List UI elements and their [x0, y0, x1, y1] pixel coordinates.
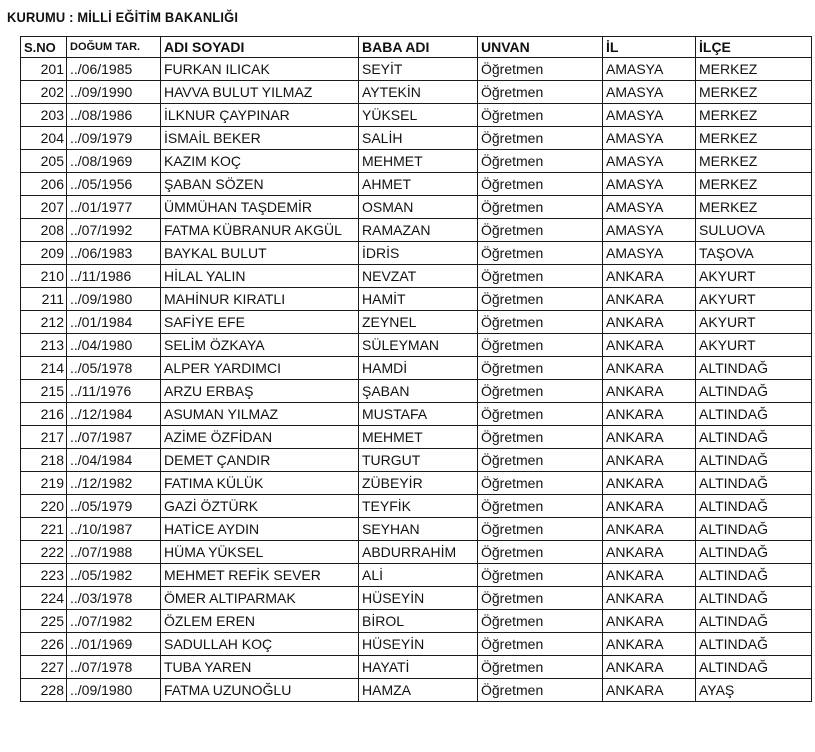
- table-row: [21, 449, 812, 472]
- cell-district: MERKEZ: [696, 173, 812, 196]
- cell-full-name: TUBA YAREN: [161, 656, 359, 679]
- cell-birth-date: ../11/1986: [67, 265, 161, 288]
- column-header-sno: S.NO: [21, 37, 67, 58]
- cell-district: ALTINDAĞ: [696, 472, 812, 495]
- cell-sno: 222: [21, 541, 67, 564]
- cell-birth-date: ../07/1978: [67, 656, 161, 679]
- cell-sno: 209: [21, 242, 67, 265]
- table-row: [21, 81, 812, 104]
- cell-full-name: ÜMMÜHAN TAŞDEMİR: [161, 196, 359, 219]
- table-row: [21, 58, 812, 81]
- cell-birth-date: ../07/1988: [67, 541, 161, 564]
- cell-sno: 210: [21, 265, 67, 288]
- cell-sno: 223: [21, 564, 67, 587]
- cell-province: ANKARA: [603, 610, 696, 633]
- cell-birth-date: ../09/1990: [67, 81, 161, 104]
- cell-district: MERKEZ: [696, 127, 812, 150]
- cell-sno: 220: [21, 495, 67, 518]
- column-header-birth-date: DOĞUM TAR.: [67, 37, 161, 58]
- cell-title: Öğretmen: [478, 472, 603, 495]
- cell-father-name: HAMİT: [359, 288, 478, 311]
- table-row: [21, 426, 812, 449]
- cell-title: Öğretmen: [478, 173, 603, 196]
- cell-sno: 221: [21, 518, 67, 541]
- cell-full-name: HİLAL YALIN: [161, 265, 359, 288]
- cell-birth-date: ../01/1969: [67, 633, 161, 656]
- cell-sno: 203: [21, 104, 67, 127]
- cell-district: AYAŞ: [696, 679, 812, 702]
- cell-province: ANKARA: [603, 380, 696, 403]
- cell-father-name: İDRİS: [359, 242, 478, 265]
- cell-sno: 216: [21, 403, 67, 426]
- table-row: [21, 541, 812, 564]
- cell-father-name: TURGUT: [359, 449, 478, 472]
- cell-father-name: SALİH: [359, 127, 478, 150]
- cell-district: ALTINDAĞ: [696, 633, 812, 656]
- cell-full-name: AZİME ÖZFİDAN: [161, 426, 359, 449]
- cell-father-name: ABDURRAHİM: [359, 541, 478, 564]
- table-row: [21, 127, 812, 150]
- cell-province: AMASYA: [603, 219, 696, 242]
- cell-birth-date: ../12/1982: [67, 472, 161, 495]
- cell-province: ANKARA: [603, 679, 696, 702]
- table-row: [21, 495, 812, 518]
- cell-full-name: MAHİNUR KIRATLI: [161, 288, 359, 311]
- cell-district: MERKEZ: [696, 104, 812, 127]
- cell-district: ALTINDAĞ: [696, 610, 812, 633]
- cell-province: ANKARA: [603, 288, 696, 311]
- cell-province: ANKARA: [603, 564, 696, 587]
- cell-district: AKYURT: [696, 311, 812, 334]
- cell-title: Öğretmen: [478, 334, 603, 357]
- table-row: [21, 173, 812, 196]
- cell-sno: 227: [21, 656, 67, 679]
- cell-full-name: ALPER YARDIMCI: [161, 357, 359, 380]
- cell-district: MERKEZ: [696, 150, 812, 173]
- cell-full-name: ŞABAN SÖZEN: [161, 173, 359, 196]
- table-row: [21, 633, 812, 656]
- cell-sno: 228: [21, 679, 67, 702]
- cell-title: Öğretmen: [478, 495, 603, 518]
- cell-father-name: BİROL: [359, 610, 478, 633]
- cell-sno: 204: [21, 127, 67, 150]
- cell-province: ANKARA: [603, 541, 696, 564]
- cell-district: ALTINDAĞ: [696, 518, 812, 541]
- cell-province: ANKARA: [603, 265, 696, 288]
- cell-title: Öğretmen: [478, 357, 603, 380]
- cell-province: ANKARA: [603, 357, 696, 380]
- cell-province: AMASYA: [603, 173, 696, 196]
- column-header-full-name: ADI SOYADI: [161, 37, 359, 58]
- cell-title: Öğretmen: [478, 58, 603, 81]
- cell-birth-date: ../10/1987: [67, 518, 161, 541]
- cell-father-name: HÜSEYİN: [359, 633, 478, 656]
- cell-province: AMASYA: [603, 150, 696, 173]
- table-row: [21, 380, 812, 403]
- cell-province: AMASYA: [603, 127, 696, 150]
- cell-district: MERKEZ: [696, 196, 812, 219]
- cell-father-name: OSMAN: [359, 196, 478, 219]
- cell-father-name: MEHMET: [359, 150, 478, 173]
- table-body: [21, 58, 812, 702]
- cell-title: Öğretmen: [478, 380, 603, 403]
- cell-province: ANKARA: [603, 587, 696, 610]
- cell-district: ALTINDAĞ: [696, 380, 812, 403]
- cell-title: Öğretmen: [478, 403, 603, 426]
- cell-birth-date: ../07/1982: [67, 610, 161, 633]
- table-row: [21, 679, 812, 702]
- cell-sno: 212: [21, 311, 67, 334]
- cell-district: ALTINDAĞ: [696, 426, 812, 449]
- cell-sno: 206: [21, 173, 67, 196]
- cell-sno: 211: [21, 288, 67, 311]
- cell-father-name: HÜSEYİN: [359, 587, 478, 610]
- column-header-father-name: BABA ADI: [359, 37, 478, 58]
- cell-title: Öğretmen: [478, 587, 603, 610]
- cell-birth-date: ../09/1980: [67, 679, 161, 702]
- cell-district: ALTINDAĞ: [696, 564, 812, 587]
- cell-birth-date: ../01/1984: [67, 311, 161, 334]
- cell-title: Öğretmen: [478, 288, 603, 311]
- cell-sno: 207: [21, 196, 67, 219]
- cell-title: Öğretmen: [478, 449, 603, 472]
- column-header-title: UNVAN: [478, 37, 603, 58]
- cell-birth-date: ../11/1976: [67, 380, 161, 403]
- cell-full-name: ARZU ERBAŞ: [161, 380, 359, 403]
- cell-father-name: HAMDİ: [359, 357, 478, 380]
- cell-birth-date: ../03/1978: [67, 587, 161, 610]
- cell-full-name: BAYKAL BULUT: [161, 242, 359, 265]
- table-row: [21, 288, 812, 311]
- cell-birth-date: ../09/1980: [67, 288, 161, 311]
- cell-birth-date: ../05/1978: [67, 357, 161, 380]
- table-row: [21, 104, 812, 127]
- cell-full-name: KAZIM KOÇ: [161, 150, 359, 173]
- cell-full-name: FURKAN ILICAK: [161, 58, 359, 81]
- cell-district: AKYURT: [696, 288, 812, 311]
- cell-father-name: NEVZAT: [359, 265, 478, 288]
- cell-father-name: MUSTAFA: [359, 403, 478, 426]
- cell-father-name: AHMET: [359, 173, 478, 196]
- cell-district: MERKEZ: [696, 58, 812, 81]
- table-row: [21, 311, 812, 334]
- cell-father-name: SÜLEYMAN: [359, 334, 478, 357]
- cell-father-name: HAMZA: [359, 679, 478, 702]
- cell-title: Öğretmen: [478, 127, 603, 150]
- cell-title: Öğretmen: [478, 518, 603, 541]
- cell-title: Öğretmen: [478, 242, 603, 265]
- cell-province: ANKARA: [603, 403, 696, 426]
- cell-birth-date: ../05/1979: [67, 495, 161, 518]
- cell-province: ANKARA: [603, 334, 696, 357]
- cell-father-name: SEYİT: [359, 58, 478, 81]
- cell-sno: 225: [21, 610, 67, 633]
- cell-birth-date: ../08/1986: [67, 104, 161, 127]
- table-row: [21, 518, 812, 541]
- cell-father-name: YÜKSEL: [359, 104, 478, 127]
- cell-birth-date: ../12/1984: [67, 403, 161, 426]
- cell-birth-date: ../07/1987: [67, 426, 161, 449]
- cell-title: Öğretmen: [478, 219, 603, 242]
- cell-birth-date: ../01/1977: [67, 196, 161, 219]
- cell-sno: 218: [21, 449, 67, 472]
- cell-full-name: FATMA UZUNOĞLU: [161, 679, 359, 702]
- table-row: [21, 656, 812, 679]
- cell-sno: 219: [21, 472, 67, 495]
- table-row: [21, 357, 812, 380]
- cell-full-name: İLKNUR ÇAYPINAR: [161, 104, 359, 127]
- cell-sno: 217: [21, 426, 67, 449]
- cell-father-name: ZEYNEL: [359, 311, 478, 334]
- institution-title: KURUMU : MİLLİ EĞİTİM BAKANLIĞI: [7, 9, 239, 25]
- cell-province: ANKARA: [603, 633, 696, 656]
- cell-province: ANKARA: [603, 449, 696, 472]
- cell-full-name: ÖMER ALTIPARMAK: [161, 587, 359, 610]
- cell-sno: 213: [21, 334, 67, 357]
- cell-full-name: DEMET ÇANDIR: [161, 449, 359, 472]
- table-row: [21, 196, 812, 219]
- cell-province: ANKARA: [603, 426, 696, 449]
- cell-full-name: HAVVA BULUT YILMAZ: [161, 81, 359, 104]
- cell-district: ALTINDAĞ: [696, 495, 812, 518]
- table-row: [21, 564, 812, 587]
- teacher-roster-table: [20, 36, 812, 702]
- cell-full-name: HÜMA YÜKSEL: [161, 541, 359, 564]
- cell-district: ALTINDAĞ: [696, 587, 812, 610]
- table-row: [21, 587, 812, 610]
- table-row: [21, 242, 812, 265]
- cell-title: Öğretmen: [478, 81, 603, 104]
- cell-full-name: İSMAİL BEKER: [161, 127, 359, 150]
- cell-full-name: GAZİ ÖZTÜRK: [161, 495, 359, 518]
- cell-title: Öğretmen: [478, 426, 603, 449]
- cell-sno: 226: [21, 633, 67, 656]
- cell-title: Öğretmen: [478, 610, 603, 633]
- cell-father-name: HAYATİ: [359, 656, 478, 679]
- cell-birth-date: ../05/1982: [67, 564, 161, 587]
- cell-father-name: ALİ: [359, 564, 478, 587]
- cell-title: Öğretmen: [478, 150, 603, 173]
- cell-district: ALTINDAĞ: [696, 541, 812, 564]
- cell-title: Öğretmen: [478, 679, 603, 702]
- cell-full-name: SELİM ÖZKAYA: [161, 334, 359, 357]
- cell-birth-date: ../04/1980: [67, 334, 161, 357]
- cell-district: AKYURT: [696, 265, 812, 288]
- column-header-district: İLÇE: [696, 37, 812, 58]
- cell-full-name: HATİCE AYDIN: [161, 518, 359, 541]
- cell-full-name: MEHMET REFİK SEVER: [161, 564, 359, 587]
- cell-province: ANKARA: [603, 518, 696, 541]
- cell-district: TAŞOVA: [696, 242, 812, 265]
- cell-province: AMASYA: [603, 81, 696, 104]
- cell-father-name: ZÜBEYİR: [359, 472, 478, 495]
- cell-province: ANKARA: [603, 472, 696, 495]
- cell-father-name: SEYHAN: [359, 518, 478, 541]
- cell-birth-date: ../04/1984: [67, 449, 161, 472]
- cell-district: MERKEZ: [696, 81, 812, 104]
- cell-title: Öğretmen: [478, 196, 603, 219]
- cell-province: AMASYA: [603, 196, 696, 219]
- table-row: [21, 265, 812, 288]
- cell-district: ALTINDAĞ: [696, 357, 812, 380]
- table-row: [21, 219, 812, 242]
- cell-district: ALTINDAĞ: [696, 403, 812, 426]
- cell-full-name: ÖZLEM EREN: [161, 610, 359, 633]
- cell-full-name: SADULLAH KOÇ: [161, 633, 359, 656]
- cell-province: AMASYA: [603, 58, 696, 81]
- table-row: [21, 150, 812, 173]
- cell-birth-date: ../07/1992: [67, 219, 161, 242]
- cell-birth-date: ../05/1956: [67, 173, 161, 196]
- cell-birth-date: ../08/1969: [67, 150, 161, 173]
- cell-title: Öğretmen: [478, 541, 603, 564]
- table-row: [21, 610, 812, 633]
- cell-sno: 214: [21, 357, 67, 380]
- cell-province: AMASYA: [603, 104, 696, 127]
- cell-district: ALTINDAĞ: [696, 656, 812, 679]
- cell-full-name: SAFİYE EFE: [161, 311, 359, 334]
- cell-full-name: FATIMA KÜLÜK: [161, 472, 359, 495]
- cell-full-name: ASUMAN YILMAZ: [161, 403, 359, 426]
- cell-sno: 205: [21, 150, 67, 173]
- cell-title: Öğretmen: [478, 656, 603, 679]
- cell-title: Öğretmen: [478, 104, 603, 127]
- cell-father-name: AYTEKİN: [359, 81, 478, 104]
- cell-father-name: RAMAZAN: [359, 219, 478, 242]
- cell-title: Öğretmen: [478, 265, 603, 288]
- cell-province: ANKARA: [603, 311, 696, 334]
- cell-title: Öğretmen: [478, 633, 603, 656]
- cell-father-name: ŞABAN: [359, 380, 478, 403]
- cell-sno: 202: [21, 81, 67, 104]
- table-row: [21, 334, 812, 357]
- cell-sno: 201: [21, 58, 67, 81]
- table-header-row: [21, 37, 812, 58]
- cell-father-name: TEYFİK: [359, 495, 478, 518]
- cell-sno: 208: [21, 219, 67, 242]
- cell-birth-date: ../09/1979: [67, 127, 161, 150]
- cell-title: Öğretmen: [478, 564, 603, 587]
- cell-father-name: MEHMET: [359, 426, 478, 449]
- cell-birth-date: ../06/1983: [67, 242, 161, 265]
- column-header-province: İL: [603, 37, 696, 58]
- table-row: [21, 403, 812, 426]
- cell-province: ANKARA: [603, 495, 696, 518]
- cell-province: AMASYA: [603, 242, 696, 265]
- cell-sno: 224: [21, 587, 67, 610]
- cell-district: SULUOVA: [696, 219, 812, 242]
- cell-district: ALTINDAĞ: [696, 449, 812, 472]
- cell-birth-date: ../06/1985: [67, 58, 161, 81]
- table-row: [21, 472, 812, 495]
- cell-district: AKYURT: [696, 334, 812, 357]
- cell-full-name: FATMA KÜBRANUR AKGÜL: [161, 219, 359, 242]
- cell-province: ANKARA: [603, 656, 696, 679]
- cell-title: Öğretmen: [478, 311, 603, 334]
- cell-sno: 215: [21, 380, 67, 403]
